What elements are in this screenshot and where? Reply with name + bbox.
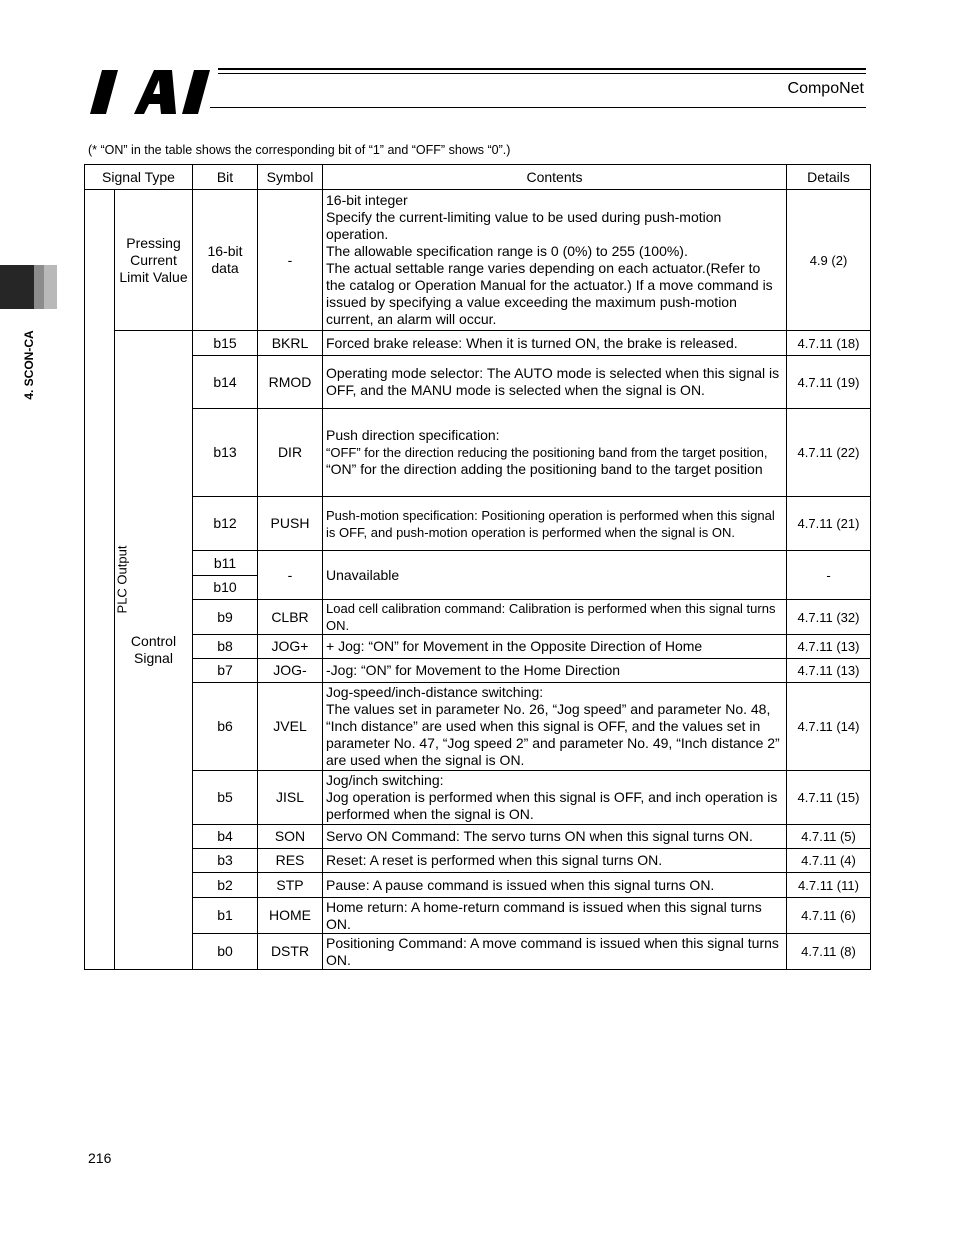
table-row (85, 825, 871, 849)
bit-cell: b6 (193, 683, 258, 771)
details-cell: 4.7.11 (13) (787, 659, 871, 683)
plc-output-label: PLC Output (114, 545, 130, 614)
symbol-cell: JOG- (258, 659, 323, 683)
bit-cell: b8 (193, 635, 258, 659)
table-row (85, 600, 871, 635)
symbol-cell: PUSH (258, 497, 323, 551)
bit-cell: b11 (193, 551, 258, 576)
symbol-cell: SON (258, 825, 323, 849)
table-row (85, 771, 871, 825)
bit-cell: b7 (193, 659, 258, 683)
chapter-label: 4. SCON-CA (22, 330, 36, 400)
symbol-cell: STP (258, 873, 323, 898)
header-details: Details (787, 165, 871, 190)
table-row (85, 409, 871, 497)
table-row (85, 898, 871, 934)
pressing-contents: 16-bit integer Specify the current-limiting value to be used during push-motion operation. The allowable specification range is 0 (0%) to 255 (100%). The actual settable range varies depending on each actuator.(Refer to the catalog or Operation Manual for the actuator.) If a move command is issued by specifying a value exceeding the maximum push-motion current, an alarm will occur. (323, 190, 787, 331)
bit-cell: b13 (193, 409, 258, 497)
table-row (85, 873, 871, 898)
control-signal-label: Control Signal (115, 331, 193, 970)
iai-logo (90, 70, 212, 114)
contents-cell: Servo ON Command: The servo turns ON when this signal turns ON. (323, 825, 787, 849)
table-row (85, 190, 871, 331)
table-header-row (85, 165, 871, 190)
bit-cell: b15 (193, 331, 258, 356)
pressing-symbol: - (258, 190, 323, 331)
details-cell: 4.7.11 (5) (787, 825, 871, 849)
contents-cell: Unavailable (323, 551, 787, 600)
contents-cell: -Jog: “ON” for Movement to the Home Direction (323, 659, 787, 683)
header-symbol: Symbol (258, 165, 323, 190)
bit-cell: b3 (193, 849, 258, 873)
details-cell: 4.7.11 (18) (787, 331, 871, 356)
contents-cell: Push direction specification: “OFF” for the direction reducing the positioning band from the target position, “ON” for the direction adding the positioning band to the target position (323, 409, 787, 497)
signal-table (84, 164, 871, 970)
bit-cell: b10 (193, 576, 258, 600)
table-note: (* “ON” in the table shows the corresponding bit of “1” and “OFF” shows “0”.) (88, 143, 511, 157)
page-number: 216 (88, 1150, 112, 1166)
bit-cell: b14 (193, 356, 258, 409)
pressing-label: Pressing Current Limit Value (115, 190, 193, 331)
header-signal-type: Signal Type (85, 165, 193, 190)
details-cell: 4.7.11 (4) (787, 849, 871, 873)
contents-cell: Pause: A pause command is issued when this signal turns ON. (323, 873, 787, 898)
table-row (85, 683, 871, 771)
header-contents: Contents (323, 165, 787, 190)
symbol-cell: JVEL (258, 683, 323, 771)
header-title: CompoNet (787, 80, 864, 97)
chapter-tab (0, 265, 57, 309)
details-cell: 4.7.11 (13) (787, 635, 871, 659)
contents-cell: Load cell calibration command: Calibration is performed when this signal turns ON. (323, 600, 787, 635)
symbol-cell: BKRL (258, 331, 323, 356)
symbol-cell: - (258, 551, 323, 600)
contents-cell: Operating mode selector: The AUTO mode is selected when this signal is OFF, and the MANU mode is selected when the signal is ON. (323, 356, 787, 409)
details-cell: 4.7.11 (6) (787, 898, 871, 934)
symbol-cell: RES (258, 849, 323, 873)
details-cell: 4.7.11 (15) (787, 771, 871, 825)
bit-cell: b4 (193, 825, 258, 849)
bit-cell: b0 (193, 934, 258, 970)
bit-cell: b5 (193, 771, 258, 825)
contents-cell: Reset: A reset is performed when this signal turns ON. (323, 849, 787, 873)
header-rule-bottom (210, 107, 866, 108)
table-row (85, 934, 871, 970)
symbol-cell: RMOD (258, 356, 323, 409)
table-row (85, 659, 871, 683)
table-row (85, 849, 871, 873)
bit-cell: b2 (193, 873, 258, 898)
table-row (85, 331, 871, 356)
symbol-cell: DIR (258, 409, 323, 497)
details-cell: 4.7.11 (8) (787, 934, 871, 970)
symbol-cell: CLBR (258, 600, 323, 635)
symbol-cell: DSTR (258, 934, 323, 970)
bit-cell: b1 (193, 898, 258, 934)
contents-cell: Forced brake release: When it is turned ON, the brake is released. (323, 331, 787, 356)
contents-cell: Jog/inch switching: Jog operation is performed when this signal is OFF, and inch operation is performed when the signal is ON. (323, 771, 787, 825)
table-row (85, 551, 871, 576)
symbol-cell: JOG+ (258, 635, 323, 659)
bit-cell: b12 (193, 497, 258, 551)
details-cell: 4.7.11 (14) (787, 683, 871, 771)
bit-cell: b9 (193, 600, 258, 635)
table-row (85, 635, 871, 659)
table-row (85, 356, 871, 409)
symbol-cell: HOME (258, 898, 323, 934)
contents-cell: Push-motion specification: Positioning operation is performed when this signal is OFF, and push-motion operation is performed when the signal is ON. (323, 497, 787, 551)
details-cell: 4.7.11 (22) (787, 409, 871, 497)
symbol-cell: JISL (258, 771, 323, 825)
contents-cell: Positioning Command: A move command is issued when this signal turns ON. (323, 934, 787, 970)
details-cell: 4.7.11 (11) (787, 873, 871, 898)
details-cell: 4.7.11 (32) (787, 600, 871, 635)
pressing-bit: 16-bit data (193, 190, 258, 331)
table-row (85, 497, 871, 551)
contents-cell: + Jog: “ON” for Movement in the Opposite Direction of Home (323, 635, 787, 659)
group-plc-output (85, 190, 130, 970)
header-bit: Bit (193, 165, 258, 190)
details-cell: 4.7.11 (21) (787, 497, 871, 551)
details-cell: - (787, 551, 871, 600)
contents-cell: Jog-speed/inch-distance switching: The values set in parameter No. 26, “Jog speed” and parameter No. 48, “Inch distance” are used when this signal is OFF, and the values set in parameter No. 47, “Jog speed 2” and parameter No. 49, “Inch distance 2” are used when the signal is ON. (323, 683, 787, 771)
contents-cell: Home return: A home-return command is issued when this signal turns ON. (323, 898, 787, 934)
header-rule-top (218, 68, 866, 70)
header-rule-top-thin (218, 73, 866, 74)
details-cell: 4.7.11 (19) (787, 356, 871, 409)
pressing-details: 4.9 (2) (787, 190, 871, 331)
